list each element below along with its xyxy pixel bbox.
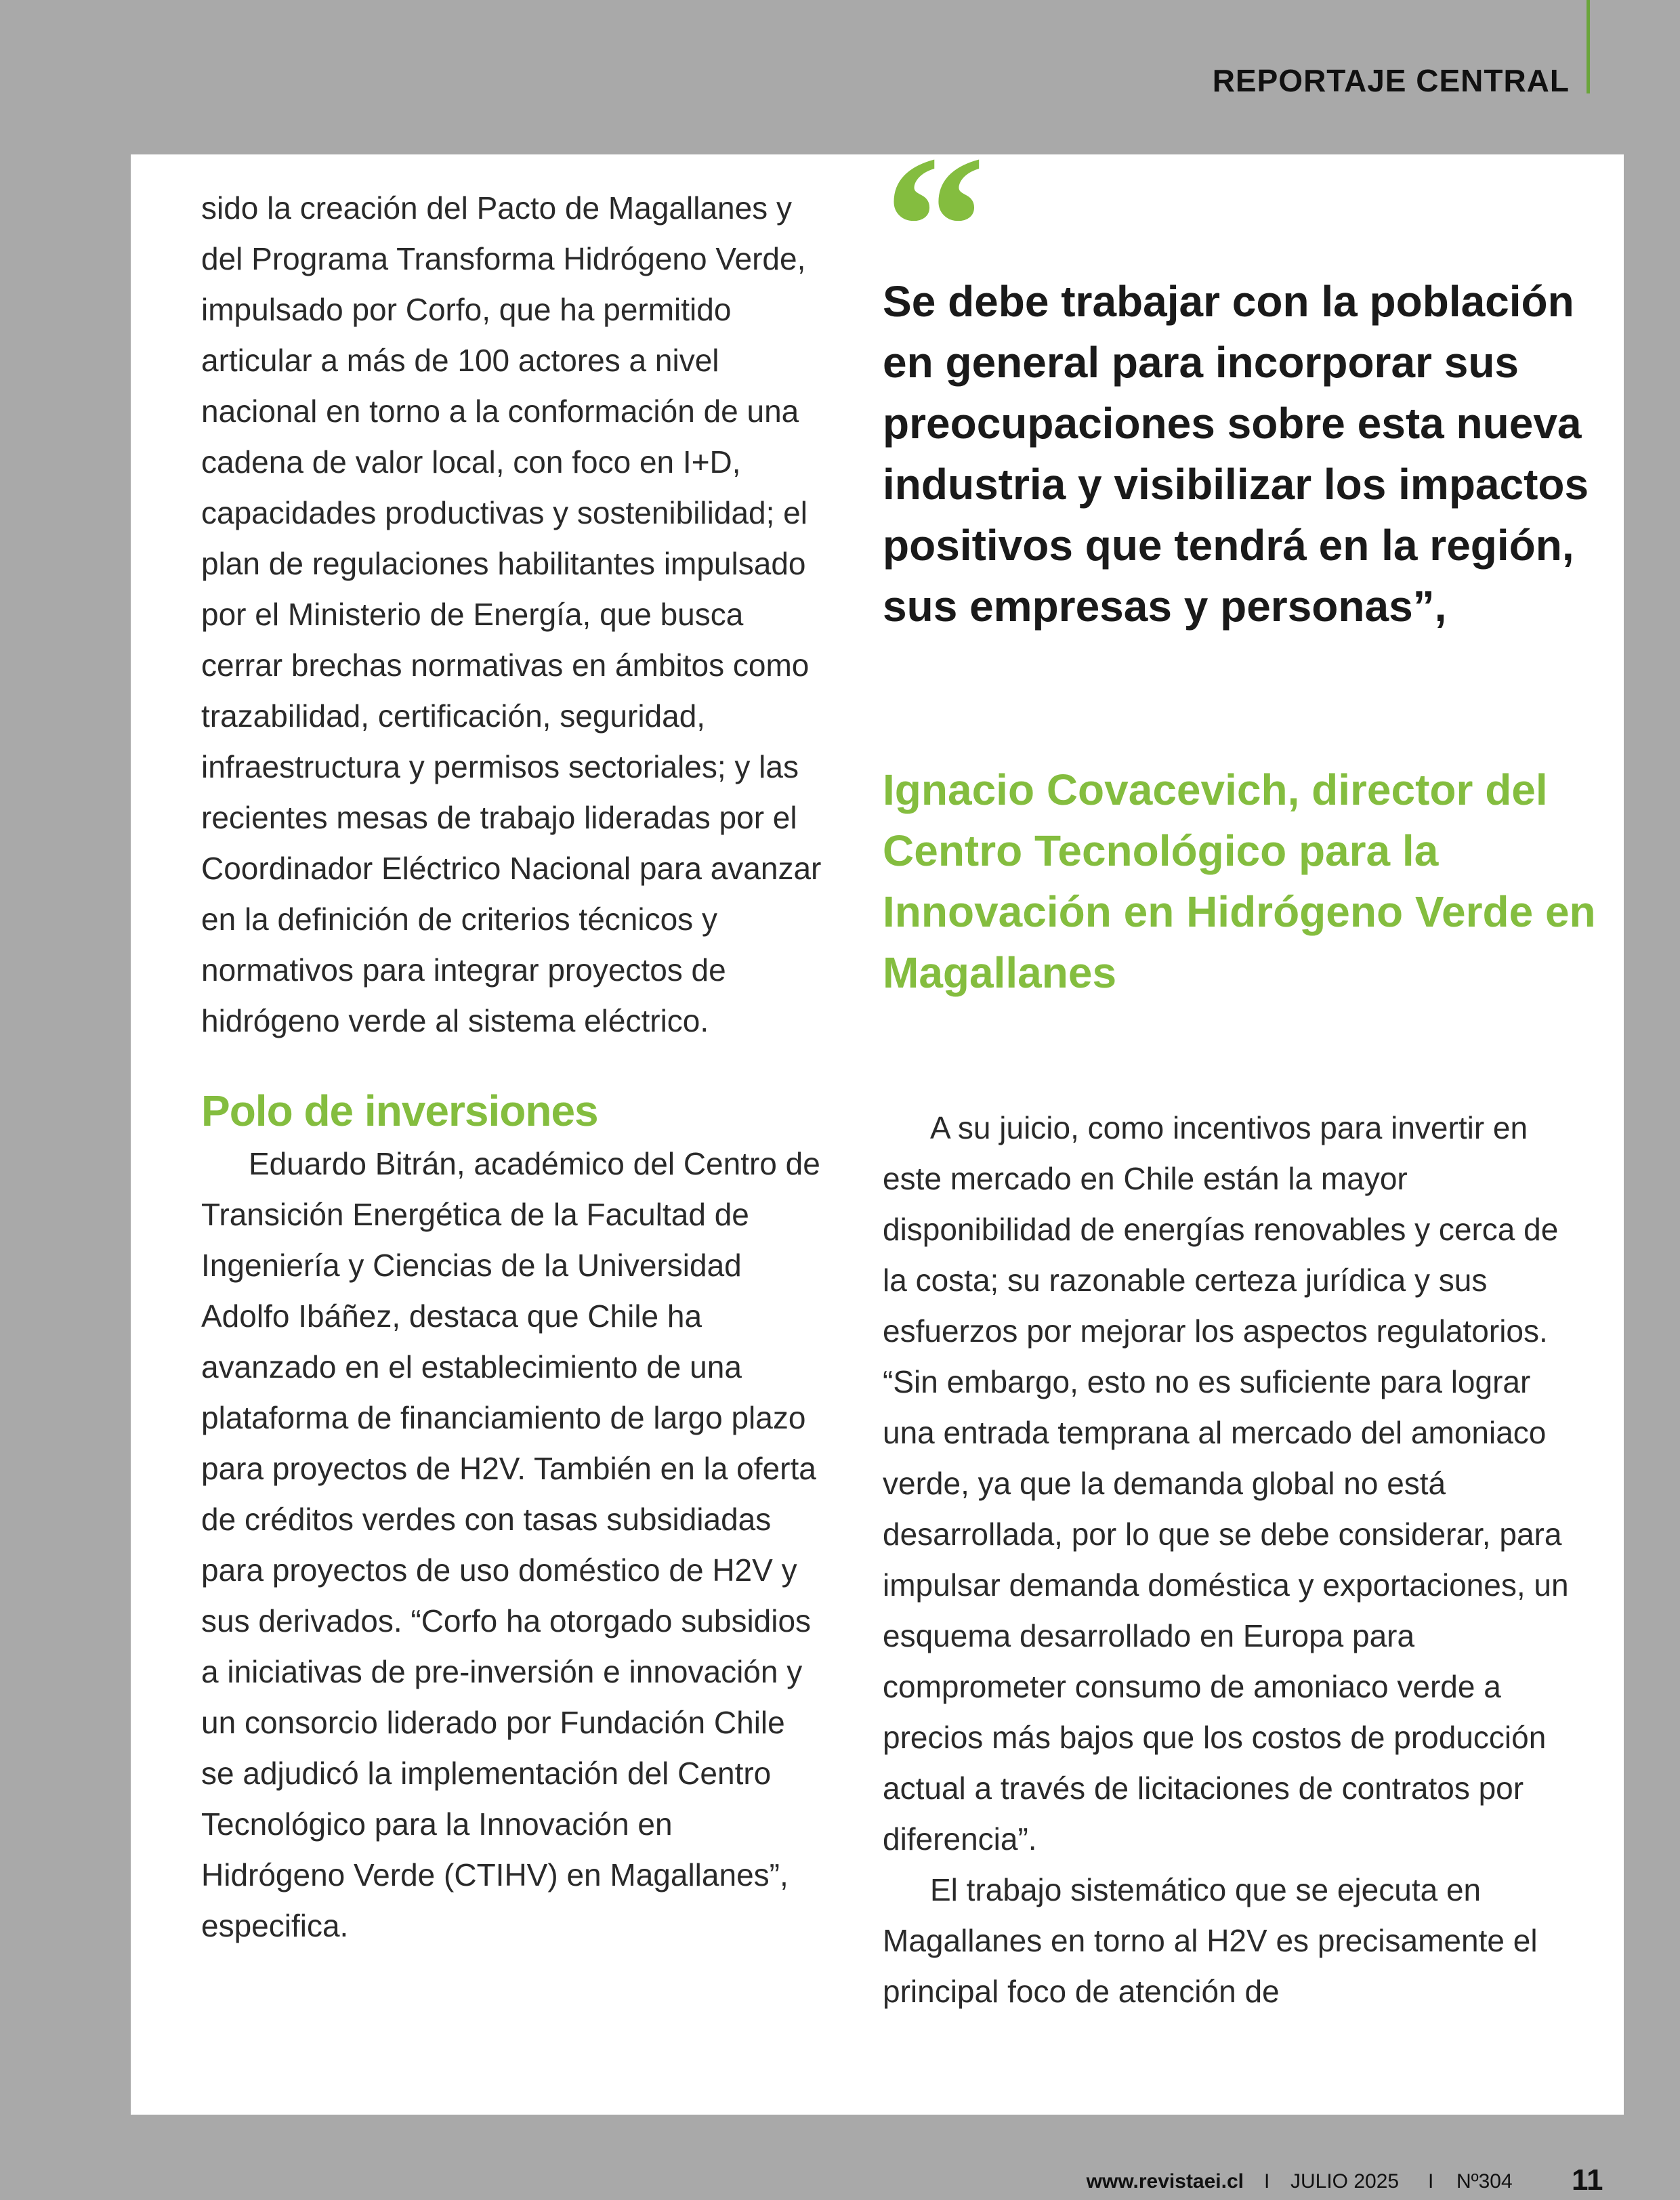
footer-url[interactable]: www.revistaei.cl — [1086, 2170, 1244, 2193]
page-number: 11 — [1572, 2163, 1603, 2197]
pull-quote-attribution: Ignacio Covacevich, director del Centro Tecnológico para la Innovación en Hidrógeno Verde en Magallanes — [883, 765, 1596, 997]
header-accent-bar — [1587, 0, 1590, 93]
magazine-page — [131, 154, 1624, 2115]
subheading: Polo de inversiones — [201, 1086, 598, 1135]
left-paragraph-1: sido la creación del Pacto de Magallanes y del Programa Transforma Hidrógeno Verde, impulsado por Corfo, que ha permitido articular a más de 100 actores a nivel nacional en torno a la conformación de una cadena de valor local, con foco en I+D, capacidades productivas y sostenibilidad; el plan de regulaciones habilitantes impulsado por el Ministerio de Energía, que busca cerrar brechas normativas en ámbitos como trazabilidad, certificación, seguridad, infraestructura y permisos sectoriales; y las recientes mesas de trabajo lideradas por el Coordinador Eléctrico Nacional para avanzar en la definición de criterios técnicos y normativos para integrar proyectos de hidrógeno verde al sistema eléctrico. — [201, 190, 822, 1038]
footer-issue: Nº304 — [1456, 2170, 1513, 2193]
pull-quote-text: Se debe trabajar con la población en general para incorporar sus preocupaciones sobre esta nueva industria y visibilizar los impactos positivos que tendrá en la región, sus empresas y personas”, — [883, 277, 1589, 631]
quote-mark-icon: “ — [884, 154, 986, 339]
section-label: REPORTAJE CENTRAL — [1212, 63, 1570, 98]
right-column — [883, 1103, 1574, 2017]
footer-separator: I — [1428, 2170, 1434, 2193]
right-paragraph-1: A su juicio, como incentivos para invertir en este mercado en Chile están la mayor disponibilidad de energías renovables y cerca de la costa; su razonable certeza jurídica y sus esfuerzos por mejorar los aspectos regulatorios. “Sin embargo, esto no es suficiente para lograr una entrada temprana al mercado del amoniaco verde, ya que la demanda global no está desarrollada, por lo que se debe considerar, para impulsar demanda doméstica y exportaciones, un esquema desarrollado en Europa para comprometer consumo de amoniaco verde a precios más bajos que los costos de producción actual a través de licitaciones de contratos por diferencia”. — [883, 1110, 1569, 1857]
footer-date: JULIO 2025 — [1290, 2170, 1400, 2193]
left-paragraph-2: Eduardo Bitrán, académico del Centro de Transición Energética de la Facultad de Ingeniería y Ciencias de la Universidad Adolfo Ibáñez, destaca que Chile ha avanzado en el establecimiento de una plataforma de financiamiento de largo plazo para proyectos de H2V. También en la oferta de créditos verdes con tasas subsidiadas para proyectos de uso doméstico de H2V y sus derivados. “Corfo ha otorgado subsidios a iniciativas de pre-inversión e innovación y un consorcio liderado por Fundación Chile se adjudicó la implementación del Centro Tecnológico para la Innovación en Hidrógeno Verde (CTIHV) en Magallanes”, especifica. — [201, 1146, 820, 1943]
right-paragraph-2: El trabajo sistemático que se ejecuta en Magallanes en torno al H2V es precisamente el principal foco de atención de — [883, 1872, 1538, 2009]
footer — [0, 2163, 1680, 2197]
footer-separator: I — [1264, 2170, 1270, 2193]
left-column — [201, 183, 824, 1951]
